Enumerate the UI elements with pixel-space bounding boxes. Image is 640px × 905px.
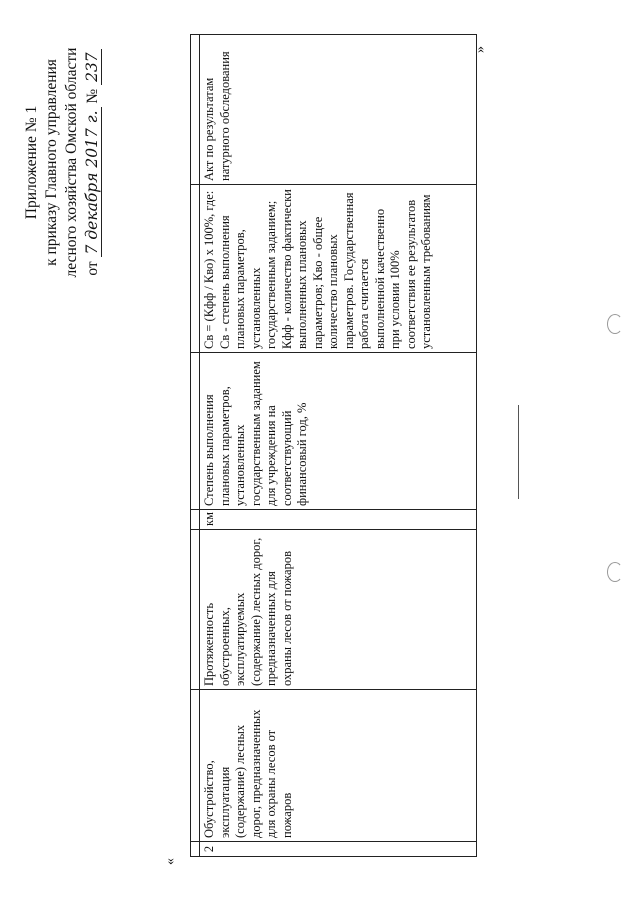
scan-hole-mark: [607, 562, 623, 582]
table-row: [200, 35, 477, 857]
indicator-name-cell: Протяженность обустроенных, эксплуатируемых (содержание) лесных дорог, предназначенных для охраны лесов от пожаров: [200, 530, 477, 690]
order-date: 7 декабря 2017 г.: [83, 107, 102, 257]
table-header-cell: [191, 842, 200, 857]
appendix-title: Приложение № 1: [23, 105, 40, 220]
quality-indicator-cell: Степень выполнения плановых параметров, установленных государственным заданием для учреждения на соответствующий финансовый год, %: [200, 353, 477, 510]
opening-quote: «: [163, 858, 178, 865]
table-header-row: [191, 35, 200, 857]
authority-name: лесного хозяйства Омской области: [63, 47, 80, 278]
source-cell: Акт по результатам натурного обследования: [200, 35, 477, 185]
table-header-cell: [191, 690, 200, 842]
date-prefix: от: [84, 261, 101, 276]
row-number: 2: [200, 842, 477, 857]
order-number: 237: [83, 49, 102, 85]
table-header-cell: [191, 185, 200, 353]
table-header-cell: [191, 530, 200, 690]
table-header-cell: [191, 353, 200, 510]
works-table: [190, 34, 477, 857]
scan-line-mark: [518, 405, 519, 499]
closing-quote: »: [473, 46, 488, 53]
table-header-cell: [191, 35, 200, 185]
scan-hole-mark: [607, 314, 623, 334]
order-date-line: [82, 10, 103, 315]
formula-cell: Св = (Кфф / Кво) х 100%, где: Св - степень выполнения плановых параметров, установленных государственным заданием; Кфф - количество фактически выполненных плановых параметров; Кво - общее количество плановых параметров. Государственная работа считается выполненной качественно при условии 100% соответствия ее результатов установленным требованиям: [200, 185, 477, 353]
unit-cell: км: [200, 510, 477, 530]
order-reference: к приказу Главного управления: [43, 59, 60, 266]
table-header-cell: [191, 510, 200, 530]
work-name-cell: Обустройство, эксплуатация (содержание) лесных дорог, предназначенных для охраны лесов от пожаров: [200, 690, 477, 842]
number-prefix: №: [84, 88, 101, 104]
document-header: [22, 10, 103, 315]
